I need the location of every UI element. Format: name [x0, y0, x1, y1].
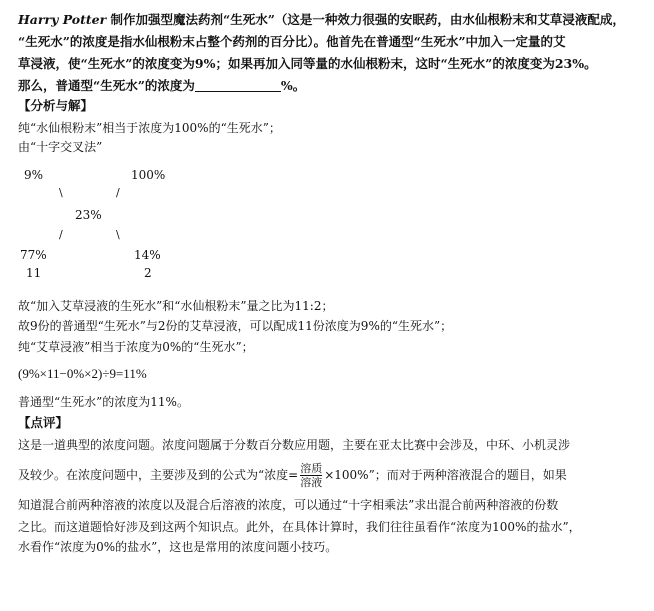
cross-bottom-right: 14%: [134, 248, 161, 262]
formula-line: (9%×11−0%×2)÷9=11%: [18, 366, 147, 381]
cross-middle: 23%: [75, 208, 102, 222]
comment-line-5: 水看作“浓度为0%的盐水”，这也是常用的浓度问题小技巧。: [18, 540, 338, 554]
comment-heading: 【点评】: [18, 415, 69, 430]
question-line-2: “生死水”的浓度是指水仙根粉末占整个药剂的百分比）。他首先在普通型“生死水”中加入一定量的艾: [18, 34, 566, 49]
analysis-line-3: 故“加入艾草浸液的生死水”和“水仙根粉末”量之比为11:2；: [18, 299, 334, 313]
cross-slash-2: /: [116, 186, 120, 199]
analysis-line-5: 纯“艾草浸液”相当于浓度为0%的“生死水”；: [18, 340, 254, 354]
comment-line-1: 这是一道典型的浓度问题。浓度问题属于分数百分数应用题，主要在亚太比赛中会涉及，中环、小机灵涉: [18, 438, 571, 452]
question-line-3: 草浸液，使“生死水”的浓度变为9%；如果再加入同等量的水仙根粉末，这时“生死水”的浓度变为23%。: [18, 56, 597, 71]
comment-line-3: 知道混合前两种溶液的浓度以及混合后溶液的浓度，可以通过“十字相乘法”求出混合前两种溶液的份数: [18, 498, 559, 512]
analysis-line-6: 普通型“生死水”的浓度为11%。: [18, 395, 189, 409]
cross-top-left: 9%: [24, 168, 44, 182]
comment-line-4: 之比。而这道题恰好涉及到这两个知识点。此外，在具体计算时，我们往往虽看作“浓度为100%的盐水”，: [18, 520, 581, 534]
cross-slash-3: /: [59, 228, 63, 241]
analysis-line-1: 纯“水仙根粉末”相当于浓度为100%的“生死水”；: [18, 121, 281, 135]
analysis-line-4: 故9份的普通型“生死水”与2份的艾草浸液，可以配成11份浓度为9%的“生死水”；: [18, 319, 453, 333]
question-title-english: Harry Potter: [18, 12, 107, 27]
cross-slash-4: \: [116, 228, 120, 241]
question-line-4: 那么，普通型“生死水”的浓度为 %。: [18, 78, 306, 93]
answer-blank: [195, 78, 281, 92]
fraction: $\frac{\text{溶质}}{\text{溶液}}$: [300, 462, 323, 489]
comment-line-2: 及较少。在浓度问题中，主要涉及到的公式为“浓度= $\frac{\text{溶质}}{\text{溶液}}$ ×100%”；而对于两种溶液混合的题目，如果: [18, 462, 567, 489]
question-text: 制作加强型魔法药剂“生死水”（这是一种效力很强的安眠药，由水仙根粉末和艾草浸液配成，: [106, 12, 625, 27]
cross-ratio-left: 11: [26, 266, 42, 280]
cross-ratio-right: 2: [144, 266, 152, 280]
cross-bottom-left: 77%: [20, 248, 47, 262]
analysis-line-2: 由“十字交叉法”: [18, 140, 103, 154]
cross-top-right: 100%: [131, 168, 166, 182]
cross-slash-1: \: [59, 186, 63, 199]
question-line-1: [18, 11, 625, 29]
analysis-heading: 【分析与解】: [18, 98, 94, 113]
